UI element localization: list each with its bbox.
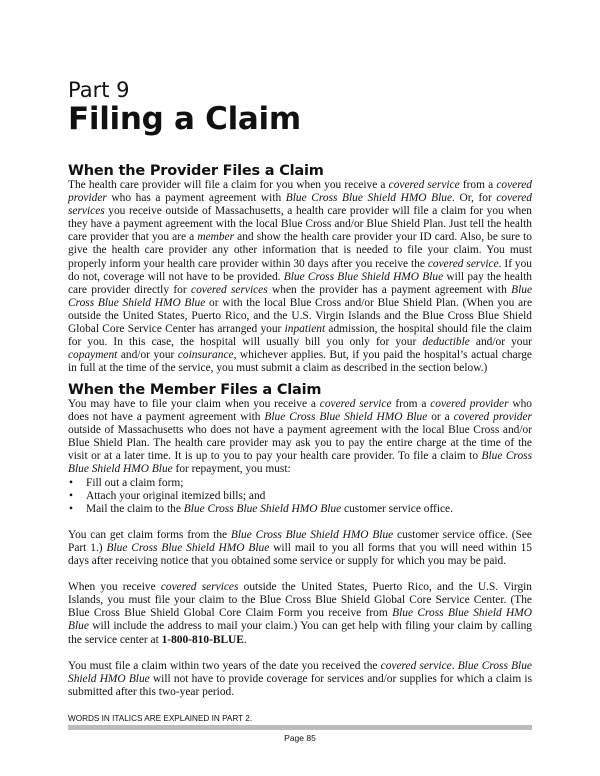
text-run: You may have to file your claim when you receive a bbox=[68, 398, 320, 410]
italic-term: Blue Cross Blue Shield HMO Blue bbox=[68, 607, 533, 633]
italic-term: inpatient bbox=[284, 323, 326, 336]
paragraph bbox=[68, 529, 532, 568]
italic-term: covered service bbox=[319, 398, 392, 410]
text-run: . bbox=[243, 633, 247, 646]
section-heading: When the Provider Files a Claim bbox=[68, 163, 324, 179]
italic-term: copayment bbox=[68, 349, 118, 362]
bold-text: 1-800-810-BLUE bbox=[161, 633, 244, 646]
text-run: for repayment, you must: bbox=[172, 463, 291, 476]
text-run: from a bbox=[459, 179, 497, 191]
italic-term: Blue Cross Blue Shield HMO Blue bbox=[283, 270, 444, 283]
page-title: Filing a Claim bbox=[68, 101, 301, 137]
italics-note: WORDS IN ITALICS ARE EXPLAINED IN PART 2. bbox=[68, 714, 253, 723]
text-run: will mail to you all forms that you will need within 15 days after receiving notice that you obtained some service or supply for which you may be paid. bbox=[68, 541, 532, 568]
text-run: You must file a claim within two years of the date you received the bbox=[68, 659, 381, 672]
italic-term: Blue Cross Blue Shield HMO Blue bbox=[68, 283, 532, 309]
paragraph bbox=[68, 179, 532, 375]
page-number: Page 85 bbox=[284, 733, 316, 743]
text-run: You can get claim forms from the bbox=[68, 528, 231, 541]
section-body bbox=[68, 398, 532, 699]
text-run: and show the health care provider your ID card. Also, be sure to give the health care provider any other information that is needed to file your claim. You must properly inform your health care provider within 30 days after you receive the bbox=[68, 231, 532, 270]
text-run: , whichever applies. But, if you paid the hospital’s actual charge in full at the time of the service, you must submit a claim as described in the section below.) bbox=[68, 349, 532, 375]
list-item bbox=[68, 503, 532, 516]
text-run: or with the local Blue Cross and/or Blue Shield Plan. (When you are outside the United States, Puerto Rico, and the U.S. Virgin Islands and the Blue Cross Blue Shield Global Core Service Center has arranged your bbox=[68, 296, 533, 336]
italic-term: covered services bbox=[191, 283, 268, 296]
text-run: will pay the health care provider directly for bbox=[68, 270, 532, 296]
bullet-list bbox=[68, 477, 532, 516]
text-run: customer service office. (See Part 1.) bbox=[68, 528, 532, 554]
paragraph bbox=[68, 581, 532, 646]
text-run: . Or, for bbox=[452, 192, 497, 205]
italic-term: Blue Cross Blue Shield HMO Blue bbox=[230, 528, 394, 541]
text-run: admission, the hospital should file the claim for you. In this case, the hospital will usually bill you only for your bbox=[68, 323, 532, 349]
italic-term: covered service bbox=[388, 179, 460, 191]
text-run: will not have to provide coverage for services and/or supplies for which a claim is submitted after this two-year period. bbox=[68, 672, 533, 698]
text-run: or a bbox=[427, 411, 454, 424]
text-run: from a bbox=[391, 398, 431, 410]
italic-term: Blue Cross Blue Shield HMO Blue bbox=[106, 541, 270, 554]
list-item bbox=[68, 477, 532, 490]
text-run: outside of Massachusetts who does not have a payment agreement with the local Blue Cross and/or Blue Shield Plan. The health care provider may ask you to pay the entire charge at the time of the visit or at a later time. It is up to you to pay your health care provider. To file a claim to bbox=[68, 424, 532, 463]
text-run: when the provider has a payment agreement with bbox=[267, 283, 512, 296]
italic-term: covered provider bbox=[68, 179, 532, 205]
italic-term: covered service bbox=[380, 659, 452, 672]
text-run: . bbox=[451, 659, 458, 672]
text-run: customer service office. bbox=[341, 502, 453, 515]
paragraph bbox=[68, 398, 532, 477]
italic-term: Blue Cross Blue Shield HMO Blue bbox=[285, 192, 453, 205]
text-run: Mail the claim to the bbox=[86, 502, 184, 515]
italic-term: covered services bbox=[68, 192, 532, 218]
section-provider-files bbox=[68, 163, 532, 388]
italic-term: covered services bbox=[160, 581, 239, 594]
text-run: . If you do not, coverage will not have to be provided. bbox=[68, 257, 532, 283]
list-item bbox=[68, 490, 532, 503]
text-run: and/or your bbox=[117, 349, 178, 362]
footer-divider bbox=[68, 725, 532, 730]
text-run: will include the address to mail your claim.) You can get help with filing your claim by calling the service center at bbox=[68, 620, 532, 646]
text-run: When you receive bbox=[68, 581, 161, 594]
italic-term: covered provider bbox=[430, 398, 509, 410]
section-heading: When the Member Files a Claim bbox=[68, 382, 322, 398]
italic-term: coinsurance bbox=[177, 349, 234, 362]
section-member-files bbox=[68, 382, 532, 712]
italic-term: member bbox=[197, 231, 235, 244]
paragraph bbox=[68, 660, 532, 699]
italic-term: Blue Cross Blue Shield HMO Blue bbox=[68, 450, 532, 476]
italic-term: Blue Cross Blue Shield HMO Blue bbox=[183, 502, 342, 515]
italic-term: Blue Cross Blue Shield HMO Blue bbox=[68, 659, 532, 685]
text-run: Attach your original itemized bills; and bbox=[86, 489, 266, 502]
text-run: Fill out a claim form; bbox=[86, 476, 184, 489]
section-body bbox=[68, 179, 532, 375]
text-run: The health care provider will file a claim for you when you receive a bbox=[68, 179, 389, 191]
text-run: you receive outside of Massachusetts, a health care provider will file a claim for you when they have a payment agreement with the local Blue Cross and/or Blue Shield Plan. Just tell the health care provider that you are a bbox=[68, 205, 532, 244]
italic-term: deductible bbox=[422, 336, 470, 349]
part-number: Part 9 bbox=[68, 78, 130, 102]
text-run: and/or your bbox=[469, 336, 532, 349]
text-run: who does not have a payment agreement with bbox=[68, 398, 532, 424]
italic-term: Blue Cross Blue Shield HMO Blue bbox=[264, 411, 428, 424]
italic-term: covered provider bbox=[453, 411, 532, 424]
italic-term: covered service bbox=[427, 257, 499, 270]
text-run: outside the United States, Puerto Rico, and the U.S. Virgin Islands, you must file your claim to the Blue Cross Blue Shield Global Core Service Center. (The Blue Cross Blue Shield Global Core Claim Form you receive from bbox=[68, 581, 532, 620]
text-run: who has a payment agreement with bbox=[106, 192, 286, 205]
